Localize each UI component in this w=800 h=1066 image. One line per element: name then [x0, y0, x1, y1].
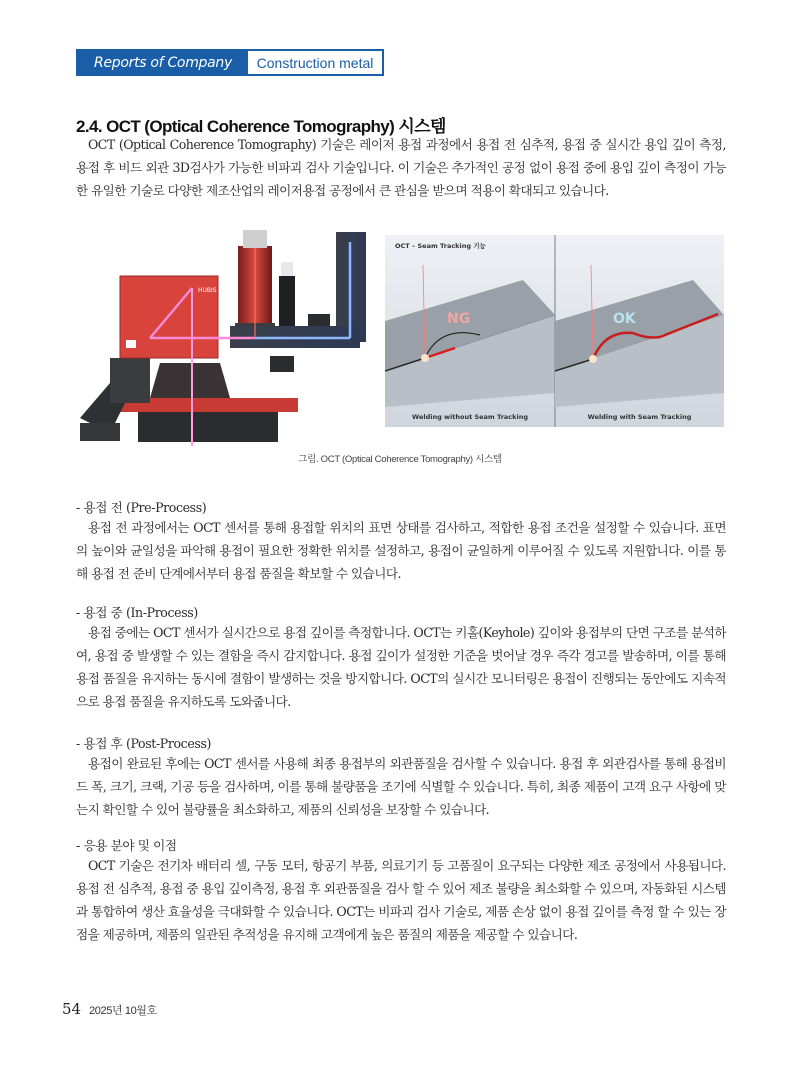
oct-machine-illustration: [80, 218, 380, 446]
seam-tracking-image: [385, 235, 724, 427]
page-number: 54: [62, 1000, 82, 1018]
ng-status-label: NG: [447, 311, 471, 327]
seam-tracking-illustration: [385, 235, 724, 427]
section-body-post-process: 용접이 완료된 후에는 OCT 센서를 사용해 최종 용접부의 외관품질을 검사할 수 있습니다. 용접 후 외관검사를 통해 용접비드 폭, 크기, 크랙, 기공 등을 검사하며, 이를 통해 불량품을 조기에 식별할 수 있습니다. 특히, 최종 제품이 고객 요구 사항에 맞는지 확인할 수 있어 불량률을 최소화하고, 제품의 신뢰성을 보장할 수 있습니다.: [76, 756, 726, 817]
left-panel-caption: Welding without Seam Tracking: [412, 413, 528, 421]
ok-status-label: OK: [613, 311, 636, 327]
section-label: Reports of Company: [78, 51, 248, 74]
section-heading-pre-process: - 용접 전 (Pre-Process): [76, 500, 207, 515]
issue-date: 2025년 10월호: [89, 1005, 157, 1017]
oct-machine-image: [80, 218, 380, 446]
article-title: 2.4. OCT (Optical Coherence Tomography) 시스템: [76, 117, 446, 136]
seam-panel-title: OCT – Seam Tracking 기능: [395, 242, 486, 250]
section-body-in-process: 용접 중에는 OCT 센서가 실시간으로 용접 깊이를 측정합니다. OCT는 키홀(Keyhole) 깊이와 용접부의 단면 구조를 분석하여, 용접 중 발생할 수 있는 결함을 즉시 감지합니다. 용접 깊이가 설정한 기준을 벗어날 경우 즉각 경고를 발송하며, 이를 통해 용접 품질을 유지하는 동시에 결함이 발생하는 것을 방지합니다. OCT의 실시간 모니터링은 용접이 진행되는 동안에도 지속적으로 용접 품질을 유지하도록 도와줍니다.: [76, 625, 726, 709]
report-header-tag: [76, 49, 384, 76]
section-body-applications: OCT 기술은 전기차 배터리 셀, 구동 모터, 항공기 부품, 의료기기 등 고품질이 요구되는 다양한 제조 공정에서 사용됩니다. 용접 전 심추적, 용접 중 용입 깊이측정, 용접 후 외관품질을 검사 할 수 있어 제조 불량을 최소화할 수 있으며, 자동화된 시스템과 통합하여 생산 효율성을 극대화할 수 있습니다. OCT는 비파괴 검사 기술로, 제품 손상 없이 용접 깊이를 측정 할 수 있는 장점을 제공하며, 제품의 일관된 추적성을 유지해 고객에게 높은 품질의 제품을 제공할 수 있습니다.: [76, 858, 726, 942]
page-footer: [62, 1000, 157, 1018]
right-panel-caption: Welding with Seam Tracking: [587, 413, 692, 421]
intro-paragraph: OCT (Optical Coherence Tomography) 기술은 레이저 용접 과정에서 용접 전 심추적, 용접 중 실시간 용입 깊이 측정, 용접 후 비드 외관 3D검사가 가능한 비파괴 검사 기술입니다. 이 기술은 추가적인 공정 없이 용접 중에 용입 깊이 측정이 가능한 유일한 기술로 다양한 제조산업의 레이저용접 공정에서 큰 관심을 받으며 적용이 확대되고 있습니다.: [76, 137, 726, 198]
section-heading-in-process: - 용접 중 (In-Process): [76, 605, 198, 620]
section-body-pre-process: 용접 전 과정에서는 OCT 센서를 통해 용접할 위치의 표면 상태를 검사하고, 적합한 용접 조건을 설정할 수 있습니다. 표면의 높이와 균일성을 파악해 용접이 필요한 정확한 위치를 설정하고, 용접이 균일하게 이루어질 수 있도록 지원합니다. 이를 통해 용접 전 준비 단계에서부터 용접 품질을 확보할 수 있습니다.: [76, 520, 726, 581]
category-label: Construction metal: [248, 51, 382, 74]
section-heading-applications: - 응용 분야 및 이점: [76, 838, 177, 853]
figure-caption: 그림. OCT (Optical Coherence Tomography) 시스템: [298, 454, 502, 465]
svg-text:HUBIS: HUBIS: [198, 287, 217, 294]
section-heading-post-process: - 용접 후 (Post-Process): [76, 736, 212, 751]
